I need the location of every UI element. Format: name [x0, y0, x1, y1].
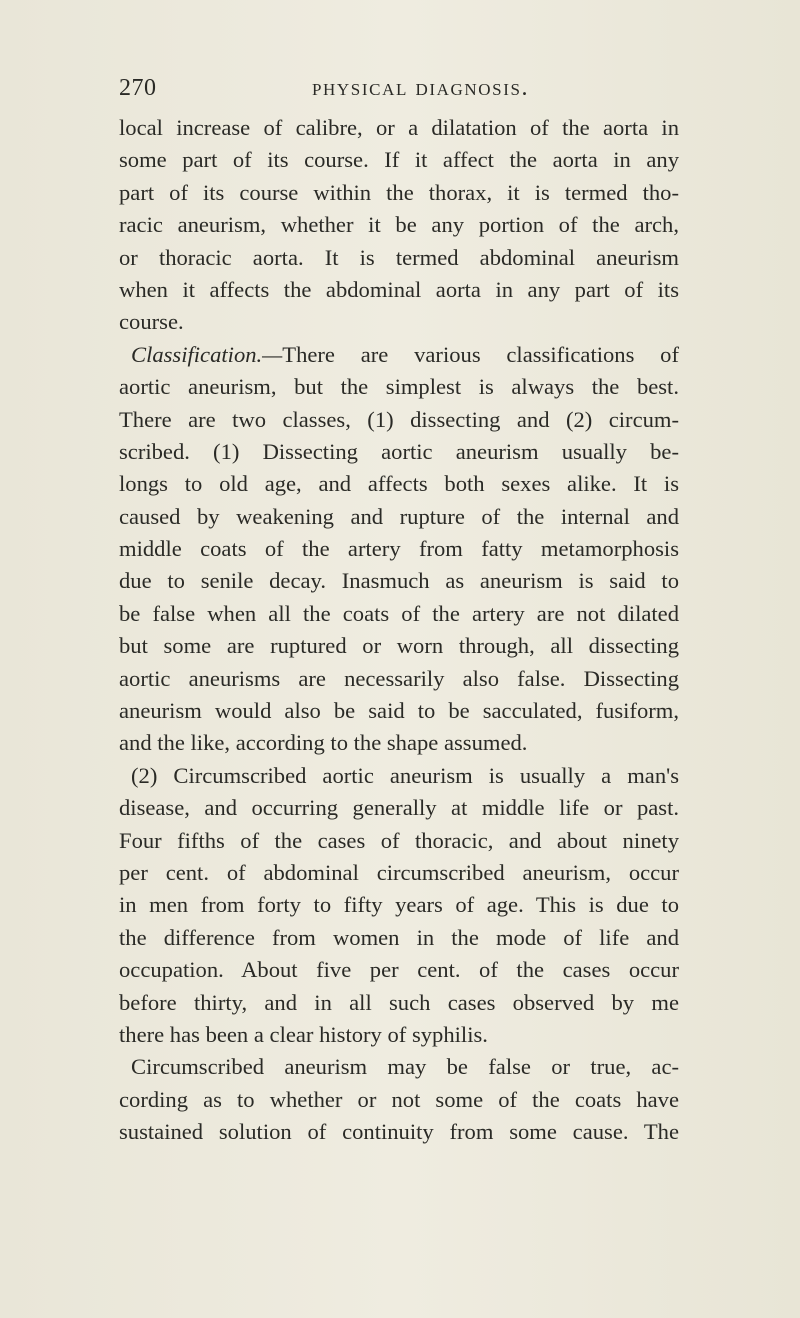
- text-line: part of its course within the thorax, it is termed tho-: [119, 179, 679, 205]
- classification-heading: Classification.—: [131, 341, 283, 367]
- text-line: per cent. of abdominal circumscribed aneurism, occur: [119, 859, 679, 885]
- text-line: middle coats of the artery from fatty metamorphosis: [119, 536, 679, 562]
- text-line: scribed. (1) Dissecting aortic aneurism usually be-: [119, 438, 679, 464]
- text-line: There are various classifications of: [282, 341, 679, 367]
- text-line: in men from forty to fifty years of age. This is due to: [119, 892, 679, 918]
- text-line: (2) Circumscribed aortic aneurism is usually a man's: [131, 762, 679, 788]
- text-line: caused by weakening and rupture of the internal and: [119, 503, 679, 529]
- text-line: Circumscribed aneurism may be false or true, ac-: [131, 1054, 679, 1080]
- text-line: racic aneurism, whether it be any portion of the arch,: [119, 212, 679, 238]
- body-text: [119, 112, 679, 1149]
- text-line: local increase of calibre, or a dilatation of the aorta in: [119, 115, 679, 140]
- text-line: there has been a clear history of syphilis.: [119, 1021, 488, 1047]
- text-line: but some are ruptured or worn through, all dissecting: [119, 633, 679, 659]
- text-line: due to senile decay. Inasmuch as aneurism is said to: [119, 568, 679, 594]
- text-line: disease, and occurring generally at middle life or past.: [119, 795, 679, 821]
- text-line: sustained solution of continuity from some cause. The: [119, 1119, 679, 1145]
- text-line: Four fifths of the cases of thoracic, and about ninety: [119, 827, 679, 853]
- text-line: and the like, according to the shape assumed.: [119, 730, 528, 756]
- text-line: There are two classes, (1) dissecting and (2) circum-: [119, 406, 679, 432]
- running-title: physical diagnosis.: [312, 75, 530, 101]
- text-line: or thoracic aorta. It is termed abdominal aneurism: [119, 244, 679, 270]
- text-line: longs to old age, and affects both sexes alike. It is: [119, 471, 679, 497]
- text-line: before thirty, and in all such cases observed by me: [119, 989, 679, 1015]
- text-line: aortic aneurisms are necessarily also false. Dissecting: [119, 665, 679, 691]
- text-line: aortic aneurism, but the simplest is always the best.: [119, 374, 679, 400]
- classification-paragraph-first-line: [119, 339, 679, 371]
- text-line: occupation. About five per cent. of the cases occur: [119, 957, 679, 983]
- text-line: the difference from women in the mode of life and: [119, 924, 679, 950]
- text-line: aneurism would also be said to be sacculated, fusiform,: [119, 698, 679, 724]
- text-line: cording as to whether or not some of the coats have: [119, 1086, 679, 1112]
- text-line: when it affects the abdominal aorta in any part of its: [119, 276, 679, 302]
- page-number: 270: [119, 75, 157, 101]
- text-line: course.: [119, 309, 184, 335]
- running-head: [119, 73, 679, 103]
- text-line: be false when all the coats of the artery are not dilated: [119, 600, 679, 626]
- text-line: some part of its course. If it affect the aorta in any: [119, 147, 679, 173]
